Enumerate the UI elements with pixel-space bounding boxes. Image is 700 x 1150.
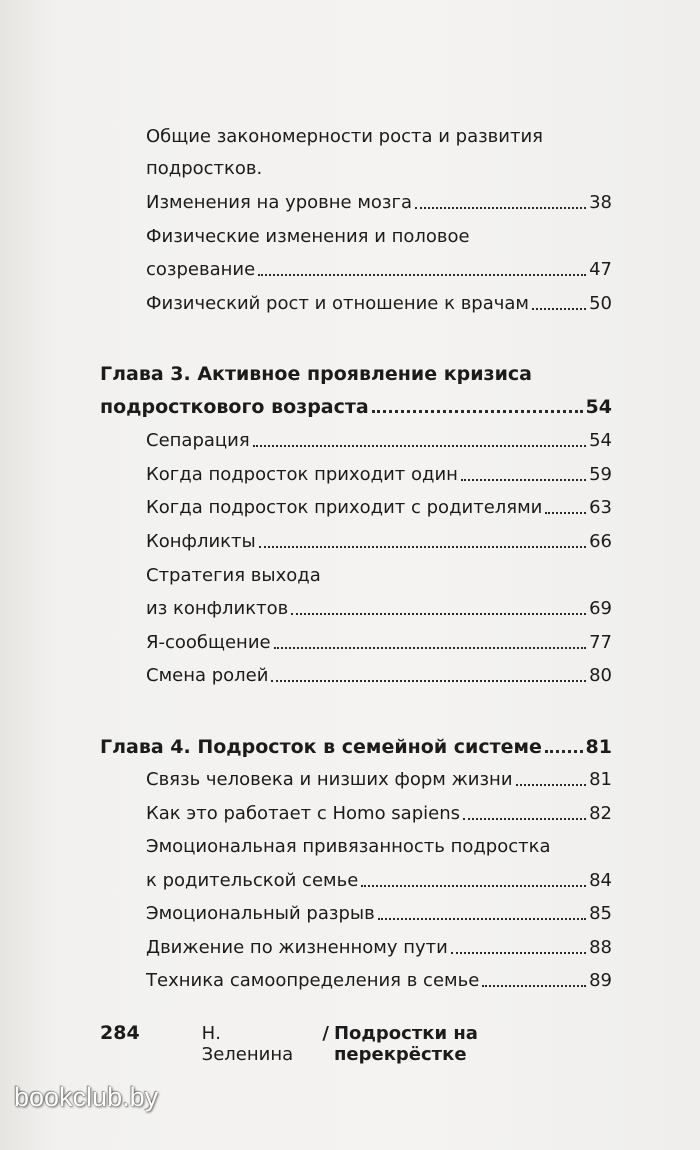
chapter-entry [100, 396, 612, 418]
dot-leader [415, 205, 586, 209]
dot-leader [259, 544, 586, 548]
dot-leader [291, 611, 586, 615]
dot-leader [253, 443, 586, 447]
toc-page-number: 59 [589, 464, 612, 485]
toc-entry [146, 903, 612, 925]
chapter-title: подросткового возраста [100, 396, 369, 418]
toc-line [146, 126, 543, 148]
toc-item-title: Конфликты [146, 531, 256, 552]
toc-item-title: к родительской семье [146, 870, 359, 891]
toc-entry [146, 665, 612, 687]
toc-page-number: 84 [589, 870, 612, 891]
toc-entry [146, 870, 612, 892]
dot-leader [482, 983, 586, 987]
toc-page-number: 88 [589, 937, 612, 958]
chapter-entry [100, 736, 612, 758]
toc-line [146, 565, 321, 587]
toc-entry [146, 259, 612, 281]
toc-page-number: 77 [589, 632, 612, 653]
toc-item-title: из конфликтов [146, 598, 289, 619]
toc-page-number: 69 [589, 598, 612, 619]
dot-leader [361, 883, 586, 887]
toc-line [146, 158, 262, 180]
dot-leader [372, 408, 583, 413]
toc-page-number: 66 [589, 531, 612, 552]
toc-item-title: подростков. [146, 158, 263, 179]
toc-item-title: Когда подросток приходит один [146, 464, 458, 485]
toc-entry [146, 192, 612, 214]
chapter-heading [100, 363, 612, 385]
book-title: Подростки на перекрёстке [333, 1023, 478, 1065]
toc-entry [146, 293, 612, 315]
page-footer [100, 1022, 615, 1065]
chapter-title: Глава 3. Активное проявление кризиса [100, 363, 532, 385]
toc-entry [146, 632, 612, 654]
toc-line [146, 836, 551, 858]
toc-page-number: 89 [589, 970, 612, 991]
toc-item-title: Как это работает с Homo sapiens [146, 803, 460, 824]
toc-page-number: 50 [589, 293, 612, 314]
chapter-title: Глава 4. Подросток в семейной системе [100, 736, 542, 758]
dot-leader [378, 916, 586, 920]
dot-leader [258, 272, 586, 276]
toc-page-number: 80 [589, 665, 612, 686]
dot-leader [461, 477, 586, 481]
toc-entry [146, 803, 612, 825]
toc-page-number: 81 [585, 736, 612, 758]
toc-entry [146, 970, 612, 992]
toc-entry [146, 769, 612, 791]
dot-leader [451, 950, 586, 954]
footer-separator: / [322, 1023, 329, 1044]
toc-item-title: Смена ролей [146, 665, 269, 686]
toc-page-number: 63 [589, 497, 612, 518]
toc-page-number: 38 [589, 192, 612, 213]
toc-page-number: 81 [589, 769, 612, 790]
toc-item-title: Физический рост и отношение к врачам [146, 293, 530, 314]
toc-entry [146, 937, 612, 959]
toc-item-title: Физические изменения и половое [146, 226, 470, 247]
toc-page-number: 54 [585, 396, 612, 418]
toc-entry [146, 430, 612, 452]
dot-leader [271, 678, 586, 682]
toc-page-number: 82 [589, 803, 612, 824]
toc-item-title: Эмоциональный разрыв [146, 903, 375, 924]
dot-leader [545, 748, 583, 753]
toc-item-title: созревание [146, 259, 256, 280]
toc-item-title: Связь человека и низших форм жизни [146, 769, 513, 790]
toc-page-number: 54 [589, 430, 612, 451]
dot-leader [532, 306, 586, 310]
toc-page-number: 47 [589, 259, 612, 280]
toc-entry [146, 464, 612, 486]
watermark-text: bookclub.by [14, 1082, 159, 1112]
author-name: Н. Зеленина [201, 1023, 294, 1065]
toc-entry [146, 497, 612, 519]
toc-entry [146, 531, 612, 553]
toc-item-title: Я-сообщение [146, 632, 271, 653]
dot-leader [463, 816, 586, 820]
toc-item-title: Общие закономерности роста и развития [146, 126, 543, 147]
dot-leader [516, 782, 587, 786]
toc-item-title: Движение по жизненному пути [146, 937, 448, 958]
page-number: 284 [100, 1022, 140, 1044]
toc-item-title: Сепарация [146, 430, 250, 451]
toc-entry [146, 598, 612, 620]
toc-line [146, 226, 470, 248]
toc-item-title: Стратегия выхода [146, 565, 321, 586]
toc-item-title: Эмоциональная привязанность подростка [146, 836, 551, 857]
toc-item-title: Когда подросток приходит с родителями [146, 497, 543, 518]
toc-item-title: Техника самоопределения в семье [146, 970, 480, 991]
toc-item-title: Изменения на уровне мозга [146, 192, 412, 213]
dot-leader [274, 645, 587, 649]
dot-leader [545, 510, 586, 514]
toc-page-number: 85 [589, 903, 612, 924]
